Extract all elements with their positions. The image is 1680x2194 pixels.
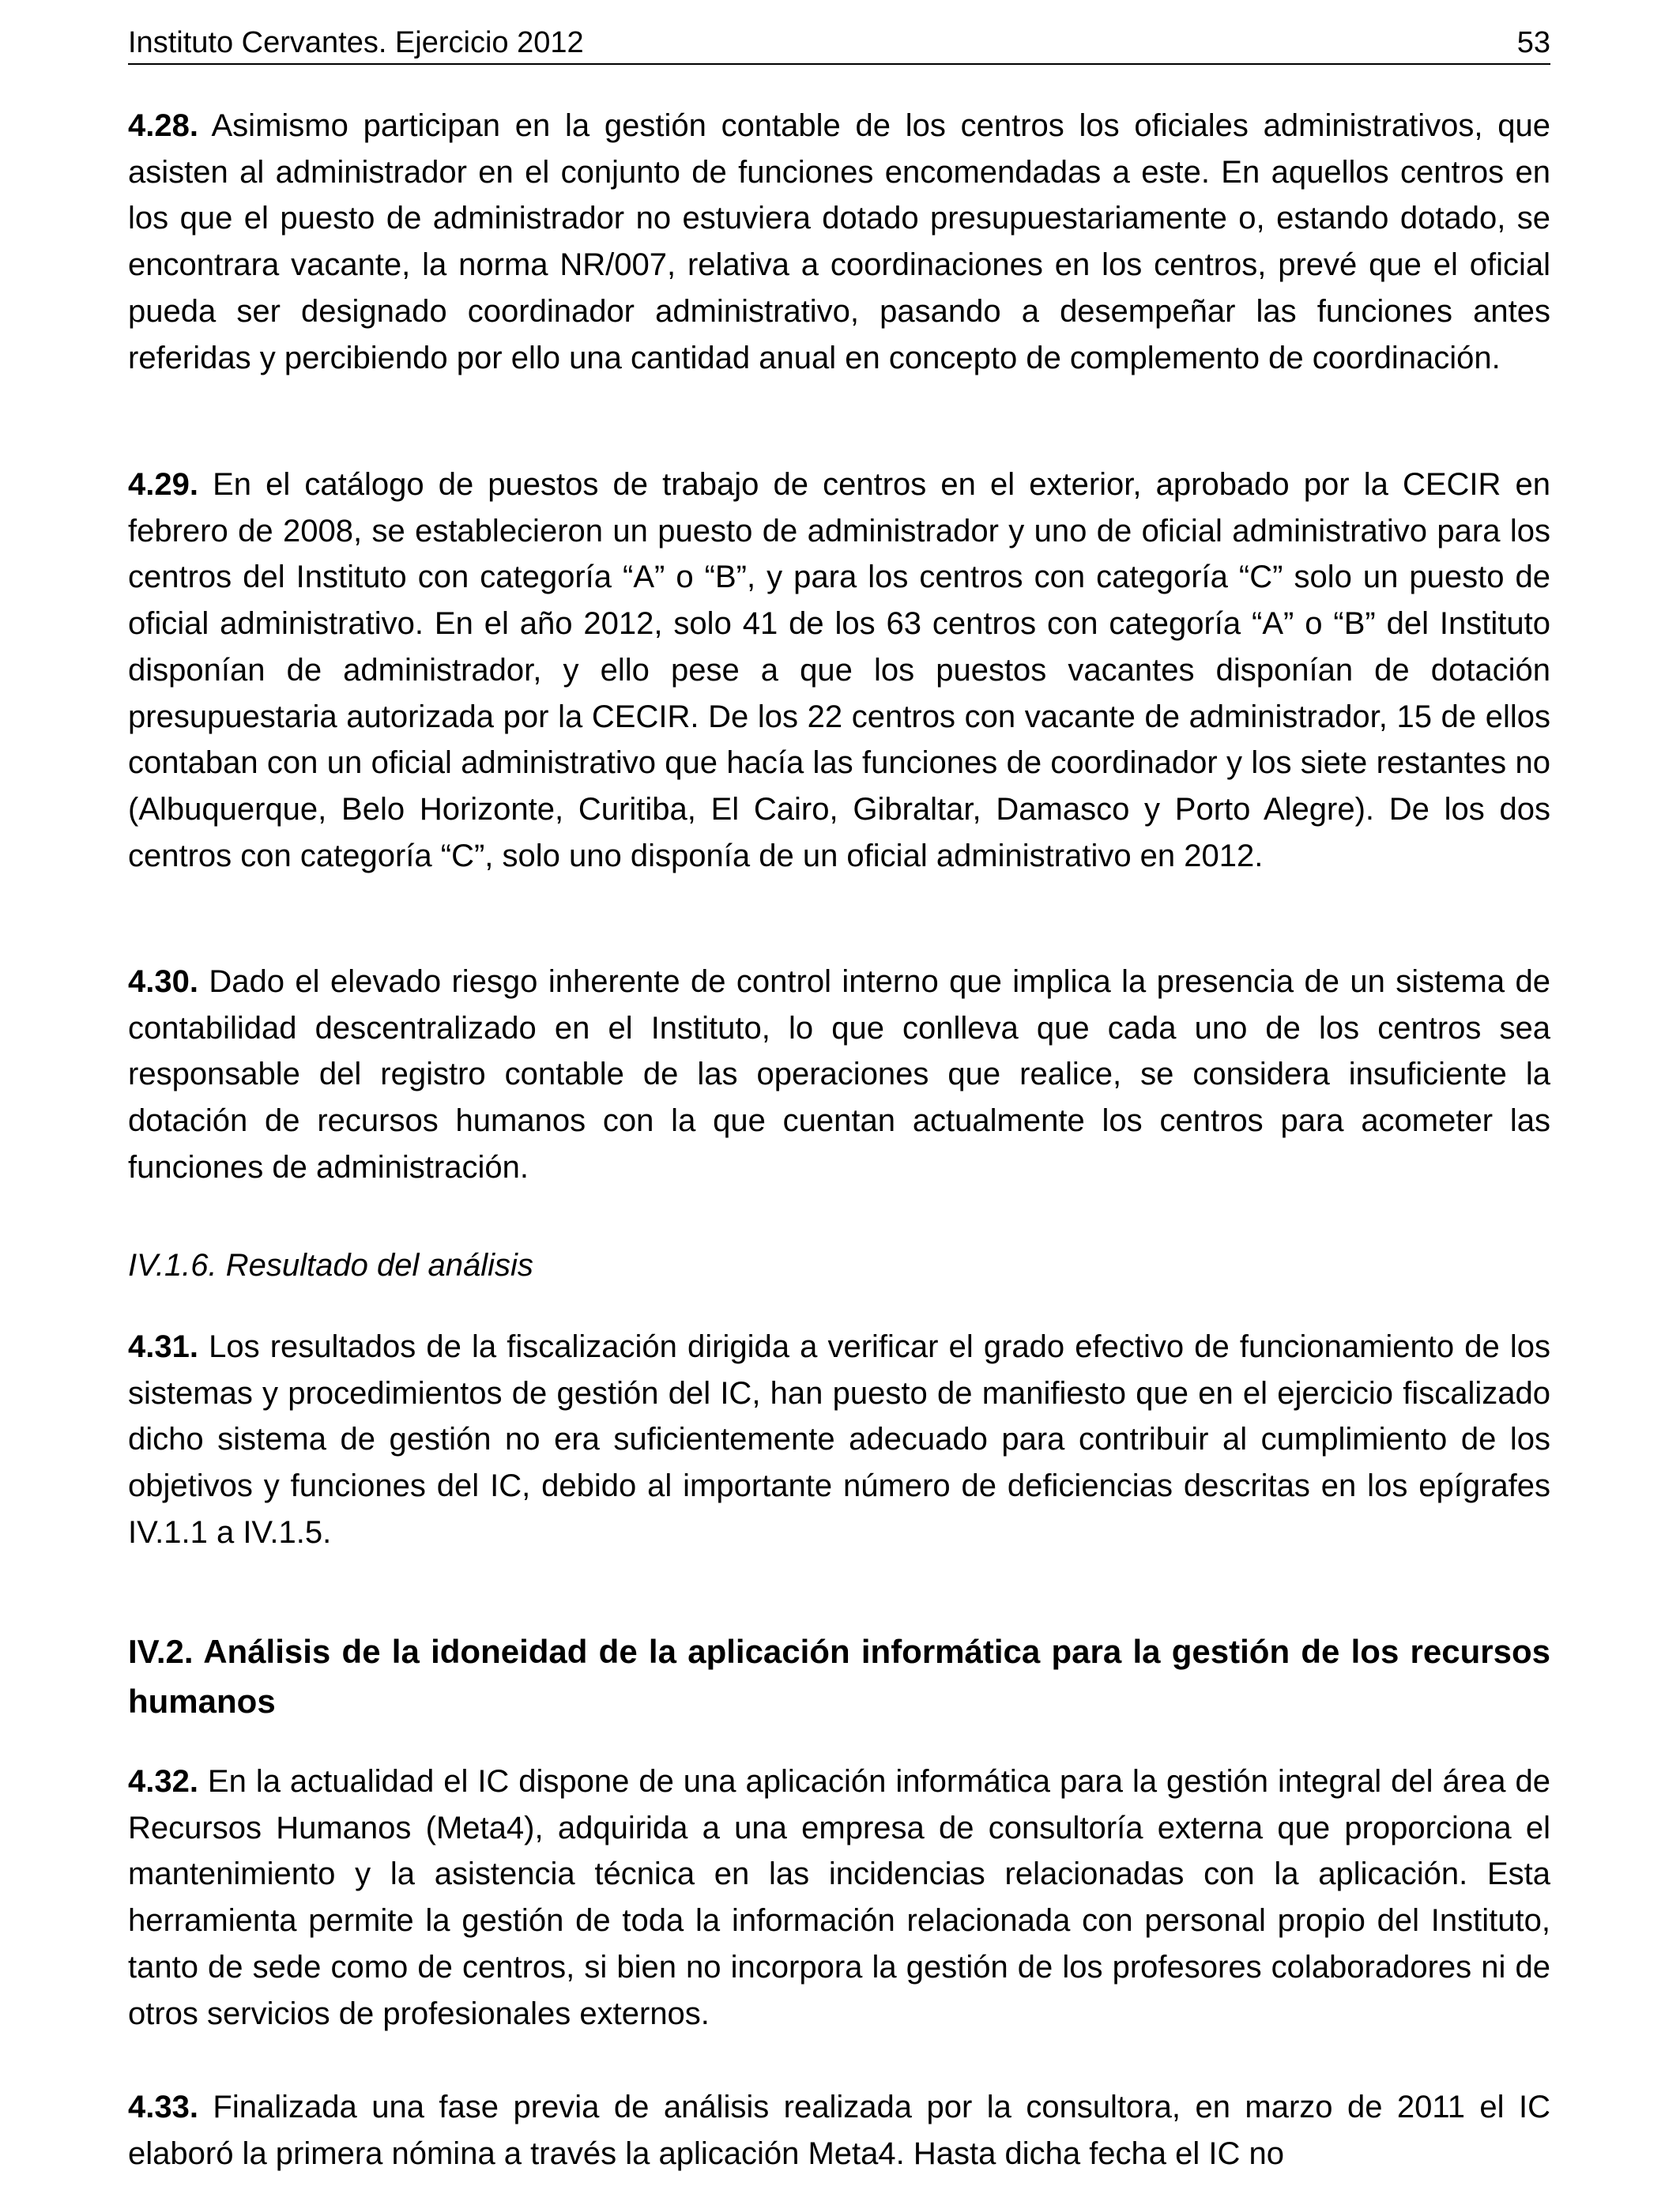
paragraph-number: 4.29.: [128, 467, 198, 502]
paragraph-text: Dado el elevado riesgo inherente de control interno que implica la presencia de un sistema de contabilidad descentralizado en el Instituto, lo que conlleva que cada uno de los centros sea responsable del registro contable de las operaciones que realice, se considera insuficiente la dotación de recursos humanos con la que cuentan actualmente los centros para acometer las funciones de administración.: [128, 964, 1550, 1185]
paragraph-text: En el catálogo de puestos de trabajo de centros en el exterior, aprobado por la CECIR en febrero de 2008, se establecieron un puesto de administrador y uno de oficial administrativo para los centros del Instituto con categoría “A” o “B”, y para los centros con categoría “C” solo un puesto de oficial administrativo. En el año 2012, solo 41 de los 63 centros con categoría “A” o “B” del Instituto disponían de administrador, y ello pese a que los puestos vacantes disponían de dotación presupuestaria autorizada por la CECIR. De los 22 centros con vacante de administrador, 15 de ellos contaban con un oficial administrativo que hacía las funciones de coordinador y los siete restantes no (Albuquerque, Belo Horizonte, Curitiba, El Cairo, Gibraltar, Damasco y Porto Alegre). De los dos centros con categoría “C”, solo uno disponía de un oficial administrativo en 2012.: [128, 467, 1550, 873]
paragraph-number: 4.33.: [128, 2090, 198, 2124]
paragraph-number: 4.31.: [128, 1329, 198, 1364]
section-heading: IV.2. Análisis de la idoneidad de la aplicación informática para la gestión de los recursos humanos: [128, 1633, 1550, 1720]
paragraph-number: 4.28.: [128, 108, 198, 143]
paragraph-text: En la actualidad el IC dispone de una aplicación informática para la gestión integral del área de Recursos Humanos (Meta4), adquirida a una empresa de consultoría externa que proporciona el mantenimiento y la asistencia técnica en las incidencias relacionadas con la aplicación. Esta herramienta permite la gestión de toda la información relacionada con personal propio del Instituto, tanto de sede como de centros, si bien no incorpora la gestión de los profesores colaboradores ni de otros servicios de profesionales externos.: [128, 1764, 1550, 2031]
paragraph-4-28: [128, 103, 1550, 381]
paragraph-4-31: [128, 1324, 1550, 1556]
subsection-heading: IV.1.6. Resultado del análisis: [128, 1248, 533, 1283]
paragraph-text: Asimismo participan en la gestión contable de los centros los oficiales administrativos, que asisten al administrador en el conjunto de funciones encomendadas a este. En aquellos centros en los que el puesto de administrador no estuviera dotado presupuestariamente o, estando dotado, se encontrara vacante, la norma NR/007, relativa a coordinaciones en los centros, prevé que el oficial pueda ser designado coordinador administrativo, pasando a desempeñar las funciones antes referidas y percibiendo por ello una cantidad anual en concepto de complemento de coordinación.: [128, 108, 1550, 375]
paragraph-4-30: [128, 959, 1550, 1191]
header-title: Instituto Cervantes. Ejercicio 2012: [128, 26, 584, 59]
page-header: [128, 22, 1550, 65]
paragraph-4-29: [128, 462, 1550, 879]
paragraph-4-32: [128, 1759, 1550, 2037]
paragraph-text: Finalizada una fase previa de análisis realizada por la consultora, en marzo de 2011 el IC elaboró la primera nómina a través la aplicación Meta4. Hasta dicha fecha el IC no: [128, 2090, 1550, 2171]
page-number: 53: [1516, 26, 1550, 59]
paragraph-number: 4.32.: [128, 1764, 198, 1799]
paragraph-4-33: [128, 2084, 1550, 2177]
paragraph-number: 4.30.: [128, 964, 198, 999]
paragraph-text: Los resultados de la fiscalización dirigida a verificar el grado efectivo de funcionamiento de los sistemas y procedimientos de gestión del IC, han puesto de manifiesto que en el ejercicio fiscalizado dicho sistema de gestión no era suficientemente adecuado para contribuir al cumplimiento de los objetivos y funciones del IC, debido al importante número de deficiencias descritas en los epígrafes IV.1.1 a IV.1.5.: [128, 1329, 1550, 1550]
